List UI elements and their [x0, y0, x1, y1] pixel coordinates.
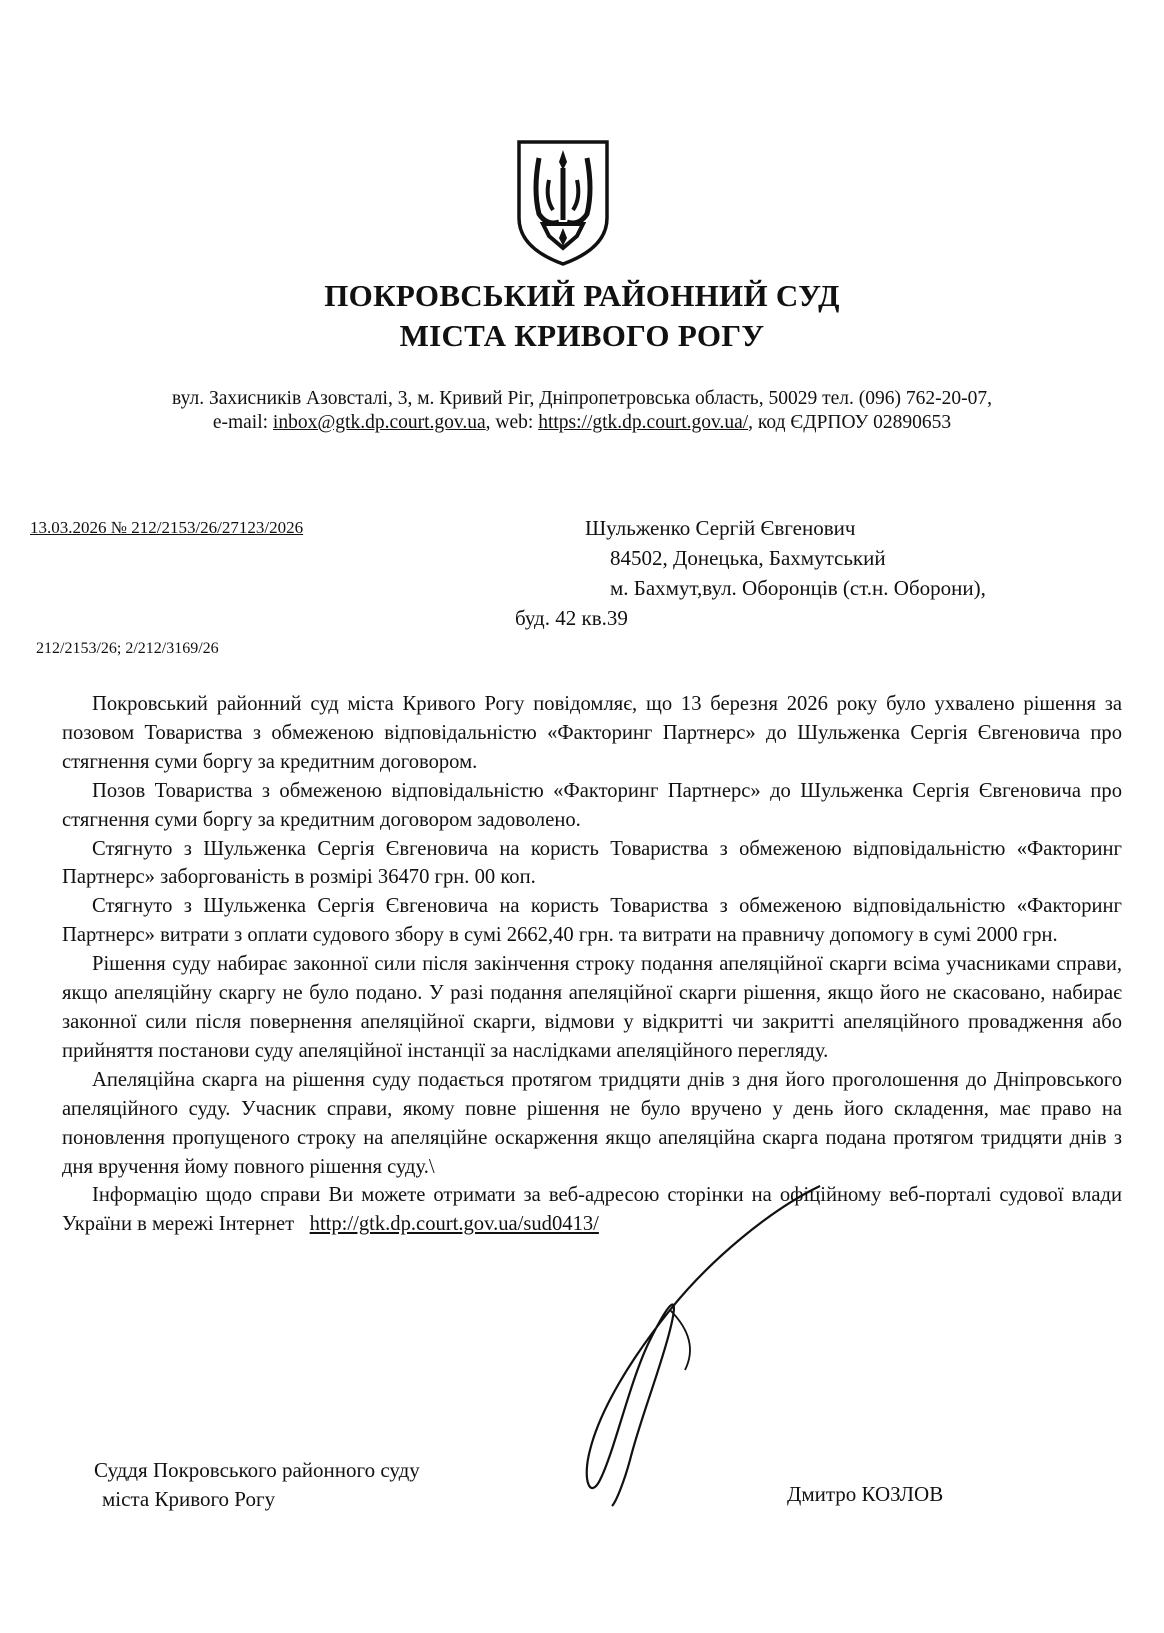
paragraph-appeal: Апеляційна скарга на рішення суду подається протягом тридцяти днів з дня його проголошення до Дніпровського апеляційного суду. Учасник справи, якому повне рішення не було вручено у день його складення, має право на поновлення пропущеного строку на апеляційне оскарження якщо апеляційна скарга подана протягом тридцяти днів з дня вручення йому повного рішення суду.\	[62, 1068, 1122, 1178]
letter-body	[62, 690, 1122, 1239]
judge-title	[94, 1456, 420, 1514]
signature-mark	[520, 1180, 880, 1510]
edrpou-code: код ЄДРПОУ 02890653	[757, 412, 952, 433]
info-text: Інформацію щодо справи Ви можете отримати за веб-адресою сторінки на офіційному веб-порталі судової влади України в мережі Інтернет	[62, 1184, 1122, 1236]
paragraph-claim-granted: Позов Товариства з обмеженою відповідальністю «Факторинг Партнерс» до Шульженка Сергія Євгеновича про стягнення суми боргу за кредитним договором задоволено.	[62, 779, 1122, 831]
email-link[interactable]: inbox@gtk.dp.court.gov.ua	[272, 412, 486, 433]
paragraph-debt-recovered: Стягнуто з Шульженка Сергія Євгеновича на користь Товариства з обмеженою відповідальністю «Факторинг Партнерс» заборгованість в розмірі 36470 грн. 00 коп.	[62, 837, 1122, 889]
court-page-link[interactable]: http://gtk.dp.court.gov.ua/sud0413/	[309, 1213, 599, 1236]
court-name-line2: МІСТА КРИВОГО РОГУ	[399, 318, 765, 353]
paragraph-decision: Покровський районний суд міста Кривого Рогу повідомляє, що 13 березня 2026 року було ухвалено рішення за позовом Товариства з обмеженою відповідальністю «Факторинг Партнерс» до Шульженка Сергія Євгеновича про стягнення суми боргу за кредитним договором.	[62, 693, 1122, 773]
paragraph-legal-force: Рішення суду набирає законної сили після закінчення строку подання апеляційної скарги всіма учасниками справи, якщо апеляційну скаргу не було подано. У разі подання апеляційної скарги рішення, якщо його не скасовано, набирає законної сили після повернення апеляційної скарги, відмови у відкритті чи закритті апеляційного провадження або прийняття постанови суду апеляційної інстанції за наслідками апеляційного перегляду.	[62, 953, 1122, 1062]
court-address: вул. Захисників Азовсталі, 3, м. Кривий Ріг, Дніпропетровська область, 50029 тел. (096) 762-20-07,	[172, 388, 992, 409]
judge-name: Дмитро КОЗЛОВ	[787, 1482, 944, 1506]
web-label: web:	[495, 412, 534, 433]
paragraph-costs-recovered: Стягнуто з Шульженка Сергія Євгеновича на користь Товариства з обмеженою відповідальністю «Факторинг Партнерс» витрати з оплати судового збору в сумі 2662,40 грн. та витрати на правничу допомогу в сумі 2000 грн.	[62, 895, 1122, 947]
trident-emblem-icon	[515, 140, 611, 266]
recipient-address-line1: 84502, Донецька, Бахмутський	[610, 546, 886, 570]
recipient-address-line2: м. Бахмут,вул. Оборонців (ст.н. Оборони),	[610, 576, 986, 600]
court-contacts: e-mail: inbox@gtk.dp.court.gov.ua, web: https://gtk.dp.court.gov.ua/, код ЄДРПОУ 02890653	[212, 412, 952, 433]
recipient-name: Шульженко Сергій Євгенович	[585, 516, 856, 540]
judge-title-line2: міста Кривого Рогу	[102, 1487, 276, 1511]
email-label: e-mail:	[212, 412, 269, 433]
judge-title-line1: Суддя Покровського районного суду	[94, 1458, 420, 1482]
web-link[interactable]: https://gtk.dp.court.gov.ua/	[538, 412, 749, 433]
recipient-address-line3: буд. 42 кв.39	[515, 606, 628, 630]
court-name-line1: ПОКРОВСЬКИЙ РАЙОННИЙ СУД	[324, 278, 840, 313]
case-numbers: 212/2153/26; 2/212/3169/26	[36, 640, 219, 657]
outgoing-number: 13.03.2026 № 212/2153/26/27123/2026	[30, 518, 304, 537]
